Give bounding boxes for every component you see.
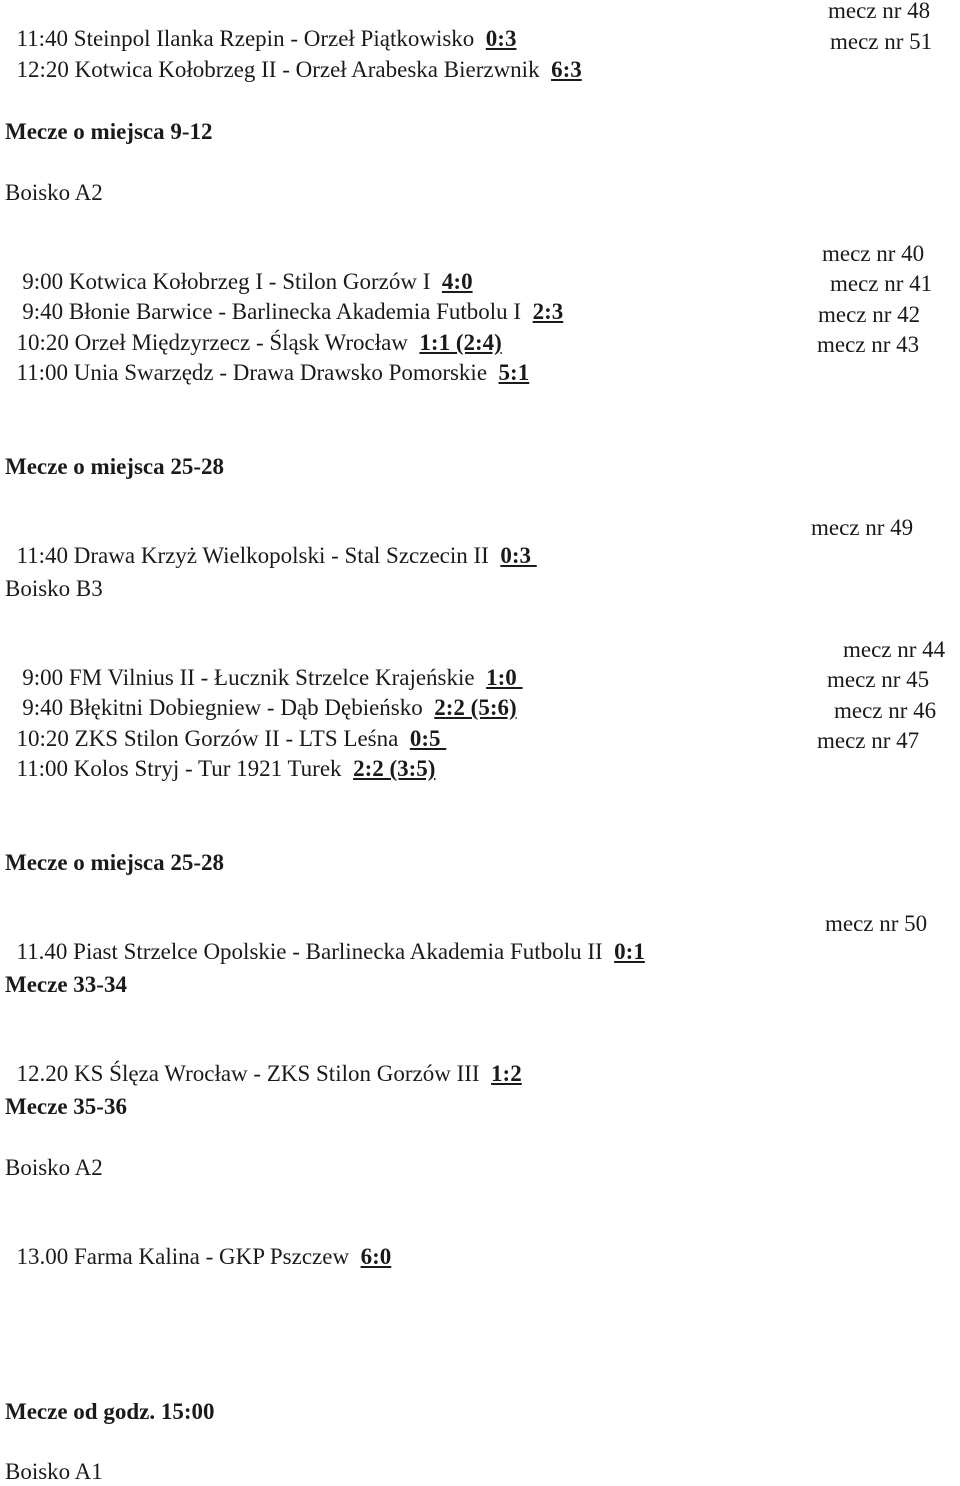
- pitch-label-a1: Boisko A1: [5, 1459, 103, 1484]
- match-number: mecz nr 44: [843, 637, 946, 662]
- match-text: 10:20 Orzeł Międzyrzecz - Śląsk Wrocław: [16, 330, 420, 355]
- match-number: mecz nr 40: [822, 241, 925, 266]
- match-score: 1:0: [486, 665, 523, 690]
- section-heading-33-34: Mecze 33-34: [5, 972, 127, 997]
- match-number: mecz nr 48: [828, 0, 931, 23]
- match-row-33-34: [5, 1032, 960, 1086]
- match-text: 11:00 Unia Swarzędz - Drawa Drawsko Pomorskie: [16, 360, 499, 385]
- match-number: mecz nr 49: [811, 515, 914, 540]
- pitch-label-a2-b: Boisko A2: [5, 1155, 103, 1180]
- section-heading-15-00: Mecze od godz. 15:00: [5, 1399, 215, 1424]
- match-text: 9:00 Kotwica Kołobrzeg I - Stilon Gorzów I: [16, 269, 442, 294]
- match-row-49: [5, 514, 960, 568]
- match-score: 0:1: [614, 939, 645, 964]
- match-number: mecz nr 41: [830, 271, 933, 296]
- match-score: 6:3: [551, 57, 582, 82]
- match-text: 11.40 Piast Strzelce Opolskie - Barlinecka Akademia Futbolu II: [16, 939, 615, 964]
- match-score: 2:3: [532, 299, 564, 324]
- match-text: 12.20 KS Ślęza Wrocław - ZKS Stilon Gorzów III: [16, 1061, 492, 1086]
- match-text: 12:20 Kotwica Kołobrzeg II - Orzeł Arabeska Bierzwnik: [16, 57, 552, 82]
- match-number: mecz nr 51: [830, 29, 933, 54]
- match-score: 1:2: [491, 1061, 522, 1086]
- match-text: 10:20 ZKS Stilon Gorzów II - LTS Leśna: [16, 726, 410, 751]
- pitch-label-b3: Boisko B3: [5, 576, 103, 601]
- match-score: 2:2 (3:5): [353, 756, 436, 781]
- match-text: 9:40 Błonie Barwice - Barlinecka Akademia Futbolu I: [16, 299, 533, 324]
- match-score: 0:3: [485, 26, 517, 51]
- match-text: 11:40 Drawa Krzyż Wielkopolski - Stal Szczecin II: [16, 543, 501, 568]
- match-score: 0:5: [409, 726, 447, 751]
- match-number: mecz nr 42: [818, 302, 921, 327]
- match-number: mecz nr 45: [827, 667, 930, 692]
- match-number: mecz nr 43: [817, 332, 920, 357]
- match-number: mecz nr 47: [817, 728, 920, 753]
- match-text: 11:00 Kolos Stryj - Tur 1921 Turek: [16, 756, 354, 781]
- match-score: 5:1: [498, 360, 530, 385]
- section-heading-35-36: Mecze 35-36: [5, 1094, 127, 1119]
- match-row-43: [5, 331, 960, 385]
- match-number: mecz nr 50: [825, 911, 928, 936]
- pitch-label-a2: Boisko A2: [5, 180, 103, 205]
- match-score: 0:3: [500, 543, 537, 568]
- match-text: 9:40 Błękitni Dobiegniew - Dąb Dębieńsko: [16, 695, 435, 720]
- section-heading-9-12: Mecze o miejsca 9-12: [5, 119, 213, 144]
- section-heading-25-28: Mecze o miejsca 25-28: [5, 454, 225, 479]
- match-row-51: [5, 28, 960, 82]
- match-text: 13.00 Farma Kalina - GKP Pszczew: [16, 1244, 361, 1269]
- match-score: 1:1 (2:4): [419, 330, 502, 355]
- match-text: 11:40 Steinpol Ilanka Rzepin - Orzeł Piątkowisko: [16, 26, 486, 51]
- match-number: mecz nr 46: [834, 698, 937, 723]
- section-heading-25-28-b: Mecze o miejsca 25-28: [5, 850, 225, 875]
- match-text: 9:00 FM Vilnius II - Łucznik Strzelce Krajeńskie: [16, 665, 487, 690]
- match-score: 2:2 (5:6): [434, 695, 517, 720]
- match-row-47: [5, 727, 960, 781]
- match-score: 6:0: [360, 1244, 392, 1269]
- match-row-50: [5, 910, 960, 964]
- match-row-35-36: [5, 1215, 960, 1269]
- match-score: 4:0: [441, 269, 473, 294]
